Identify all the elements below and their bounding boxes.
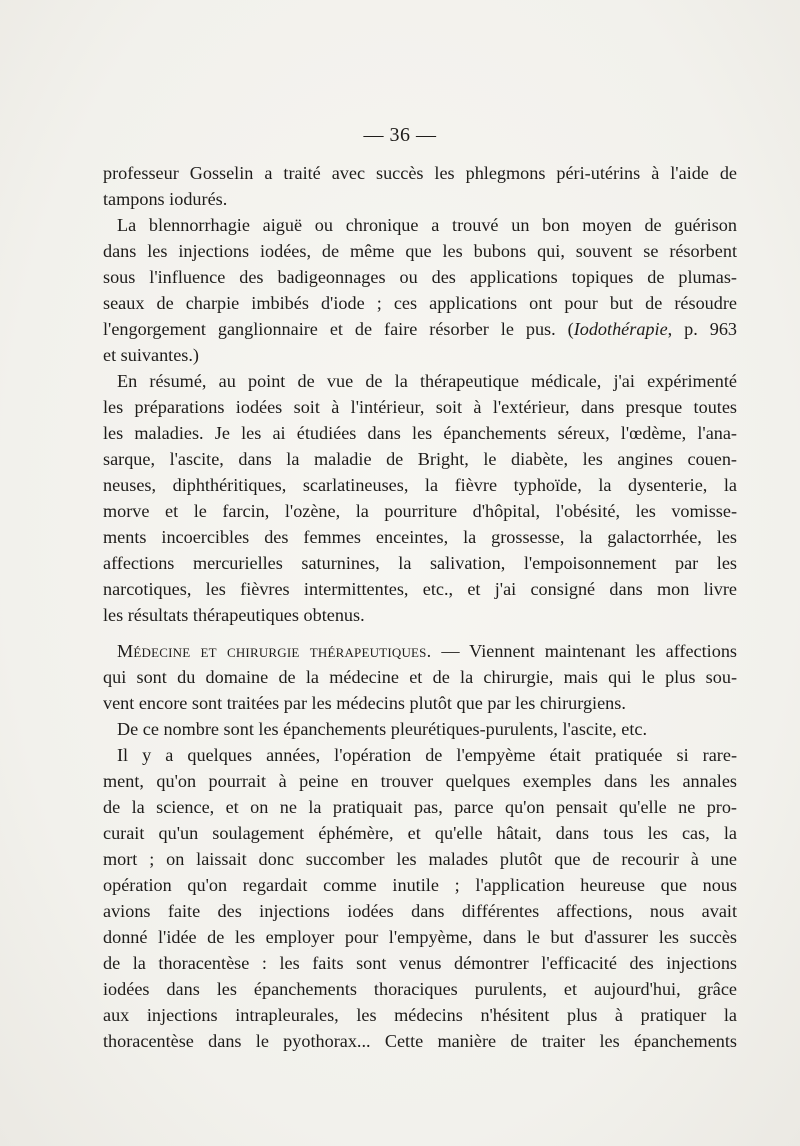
text-line: de la science, et on ne la pratiquait pas, parce qu'on pensait qu'elle ne pro- bbox=[103, 797, 737, 817]
text-line: les résultats thérapeutiques obtenus. bbox=[103, 605, 365, 625]
text-line: dans les injections iodées, de même que les bubons qui, souvent se résorbent bbox=[103, 241, 737, 261]
text-line: les maladies. Je les ai étudiées dans les épanchements séreux, l'œdème, l'ana- bbox=[103, 423, 737, 443]
text-fragment: l'engorgement ganglionnaire et de faire résorber le pus. ( bbox=[103, 319, 574, 339]
text-line: neuses, diphthéritiques, scarlatineuses, la fièvre typhoïde, la dysenterie, la bbox=[103, 475, 737, 495]
text-line: professeur Gosselin a traité avec succès les phlegmons péri-utérins à l'aide de bbox=[103, 163, 737, 183]
citation-title: Iodothérapie bbox=[573, 319, 668, 339]
text-line: De ce nombre sont les épanchements pleurétiques-purulents, l'ascite, etc. bbox=[117, 719, 648, 739]
section-heading: Médecine et chirurgie thérapeutiques. bbox=[117, 641, 432, 661]
text-line: mort ; on laissait donc succomber les malades plutôt que de recourir à une bbox=[103, 849, 737, 869]
text-line: seaux de charpie imbibés d'iode ; ces applications ont pour but de résoudre bbox=[103, 293, 737, 313]
text-line: et suivantes.) bbox=[103, 345, 199, 365]
text-line: La blennorrhagie aiguë ou chronique a trouvé un bon moyen de guérison bbox=[117, 215, 737, 235]
text-line: les préparations iodées soit à l'intérieur, soit à l'extérieur, dans presque toutes bbox=[103, 397, 737, 417]
text-line: morve et le farcin, l'ozène, la pourriture d'hôpital, l'obésité, les vomisse- bbox=[103, 501, 737, 521]
text-line-with-citation bbox=[103, 316, 737, 342]
body-text bbox=[103, 160, 737, 1054]
text-line: iodées dans les épanchements thoraciques purulents, et aujourd'hui, grâce bbox=[103, 979, 737, 999]
text-line: sarque, l'ascite, dans la maladie de Bright, le diabète, les angines couen- bbox=[103, 449, 737, 469]
text-line: tampons iodurés. bbox=[103, 189, 228, 209]
section-heading-line bbox=[103, 638, 737, 664]
text-line: opération qu'on regardait comme inutile ; l'application heureuse que nous bbox=[103, 875, 737, 895]
text-line: curait qu'un soulagement éphémère, et qu'elle hâtait, dans tous les cas, la bbox=[103, 823, 737, 843]
text-line: de la thoracentèse : les faits sont venus démontrer l'efficacité des injections bbox=[103, 953, 737, 973]
text-line: sous l'influence des badigeonnages ou des applications topiques de plumas- bbox=[103, 267, 737, 287]
page-number: — 36 — bbox=[363, 124, 437, 146]
text-fragment: — Viennent maintenant les affections bbox=[431, 641, 737, 661]
text-line: aux injections intrapleurales, les médecins n'hésitent plus à pratiquer la bbox=[103, 1005, 737, 1025]
text-line: thoracentèse dans le pyothorax... Cette manière de traiter les épanchements bbox=[103, 1031, 737, 1051]
text-fragment: , p. 963 bbox=[667, 319, 737, 339]
text-line: donné l'idée de les employer pour l'empyème, dans le but d'assurer les succès bbox=[103, 927, 737, 947]
text-line: En résumé, au point de vue de la thérapeutique médicale, j'ai expérimenté bbox=[117, 371, 737, 391]
text-line: narcotiques, les fièvres intermittentes, etc., et j'ai consigné dans mon livre bbox=[103, 579, 737, 599]
text-line: ments incoercibles des femmes enceintes, la grossesse, la galactorrhée, les bbox=[103, 527, 737, 547]
text-line: vent encore sont traitées par les médecins plutôt que par les chirurgiens. bbox=[103, 693, 626, 713]
text-line: affections mercurielles saturnines, la salivation, l'empoisonnement par les bbox=[103, 553, 737, 573]
text-line: qui sont du domaine de la médecine et de la chirurgie, mais qui le plus sou- bbox=[103, 667, 737, 687]
text-line: ment, qu'on pourrait à peine en trouver quelques exemples dans les annales bbox=[103, 771, 737, 791]
text-line: avions faite des injections iodées dans différentes affections, nous avait bbox=[103, 901, 737, 921]
text-line: Il y a quelques années, l'opération de l'empyème était pratiquée si rare- bbox=[117, 745, 737, 765]
